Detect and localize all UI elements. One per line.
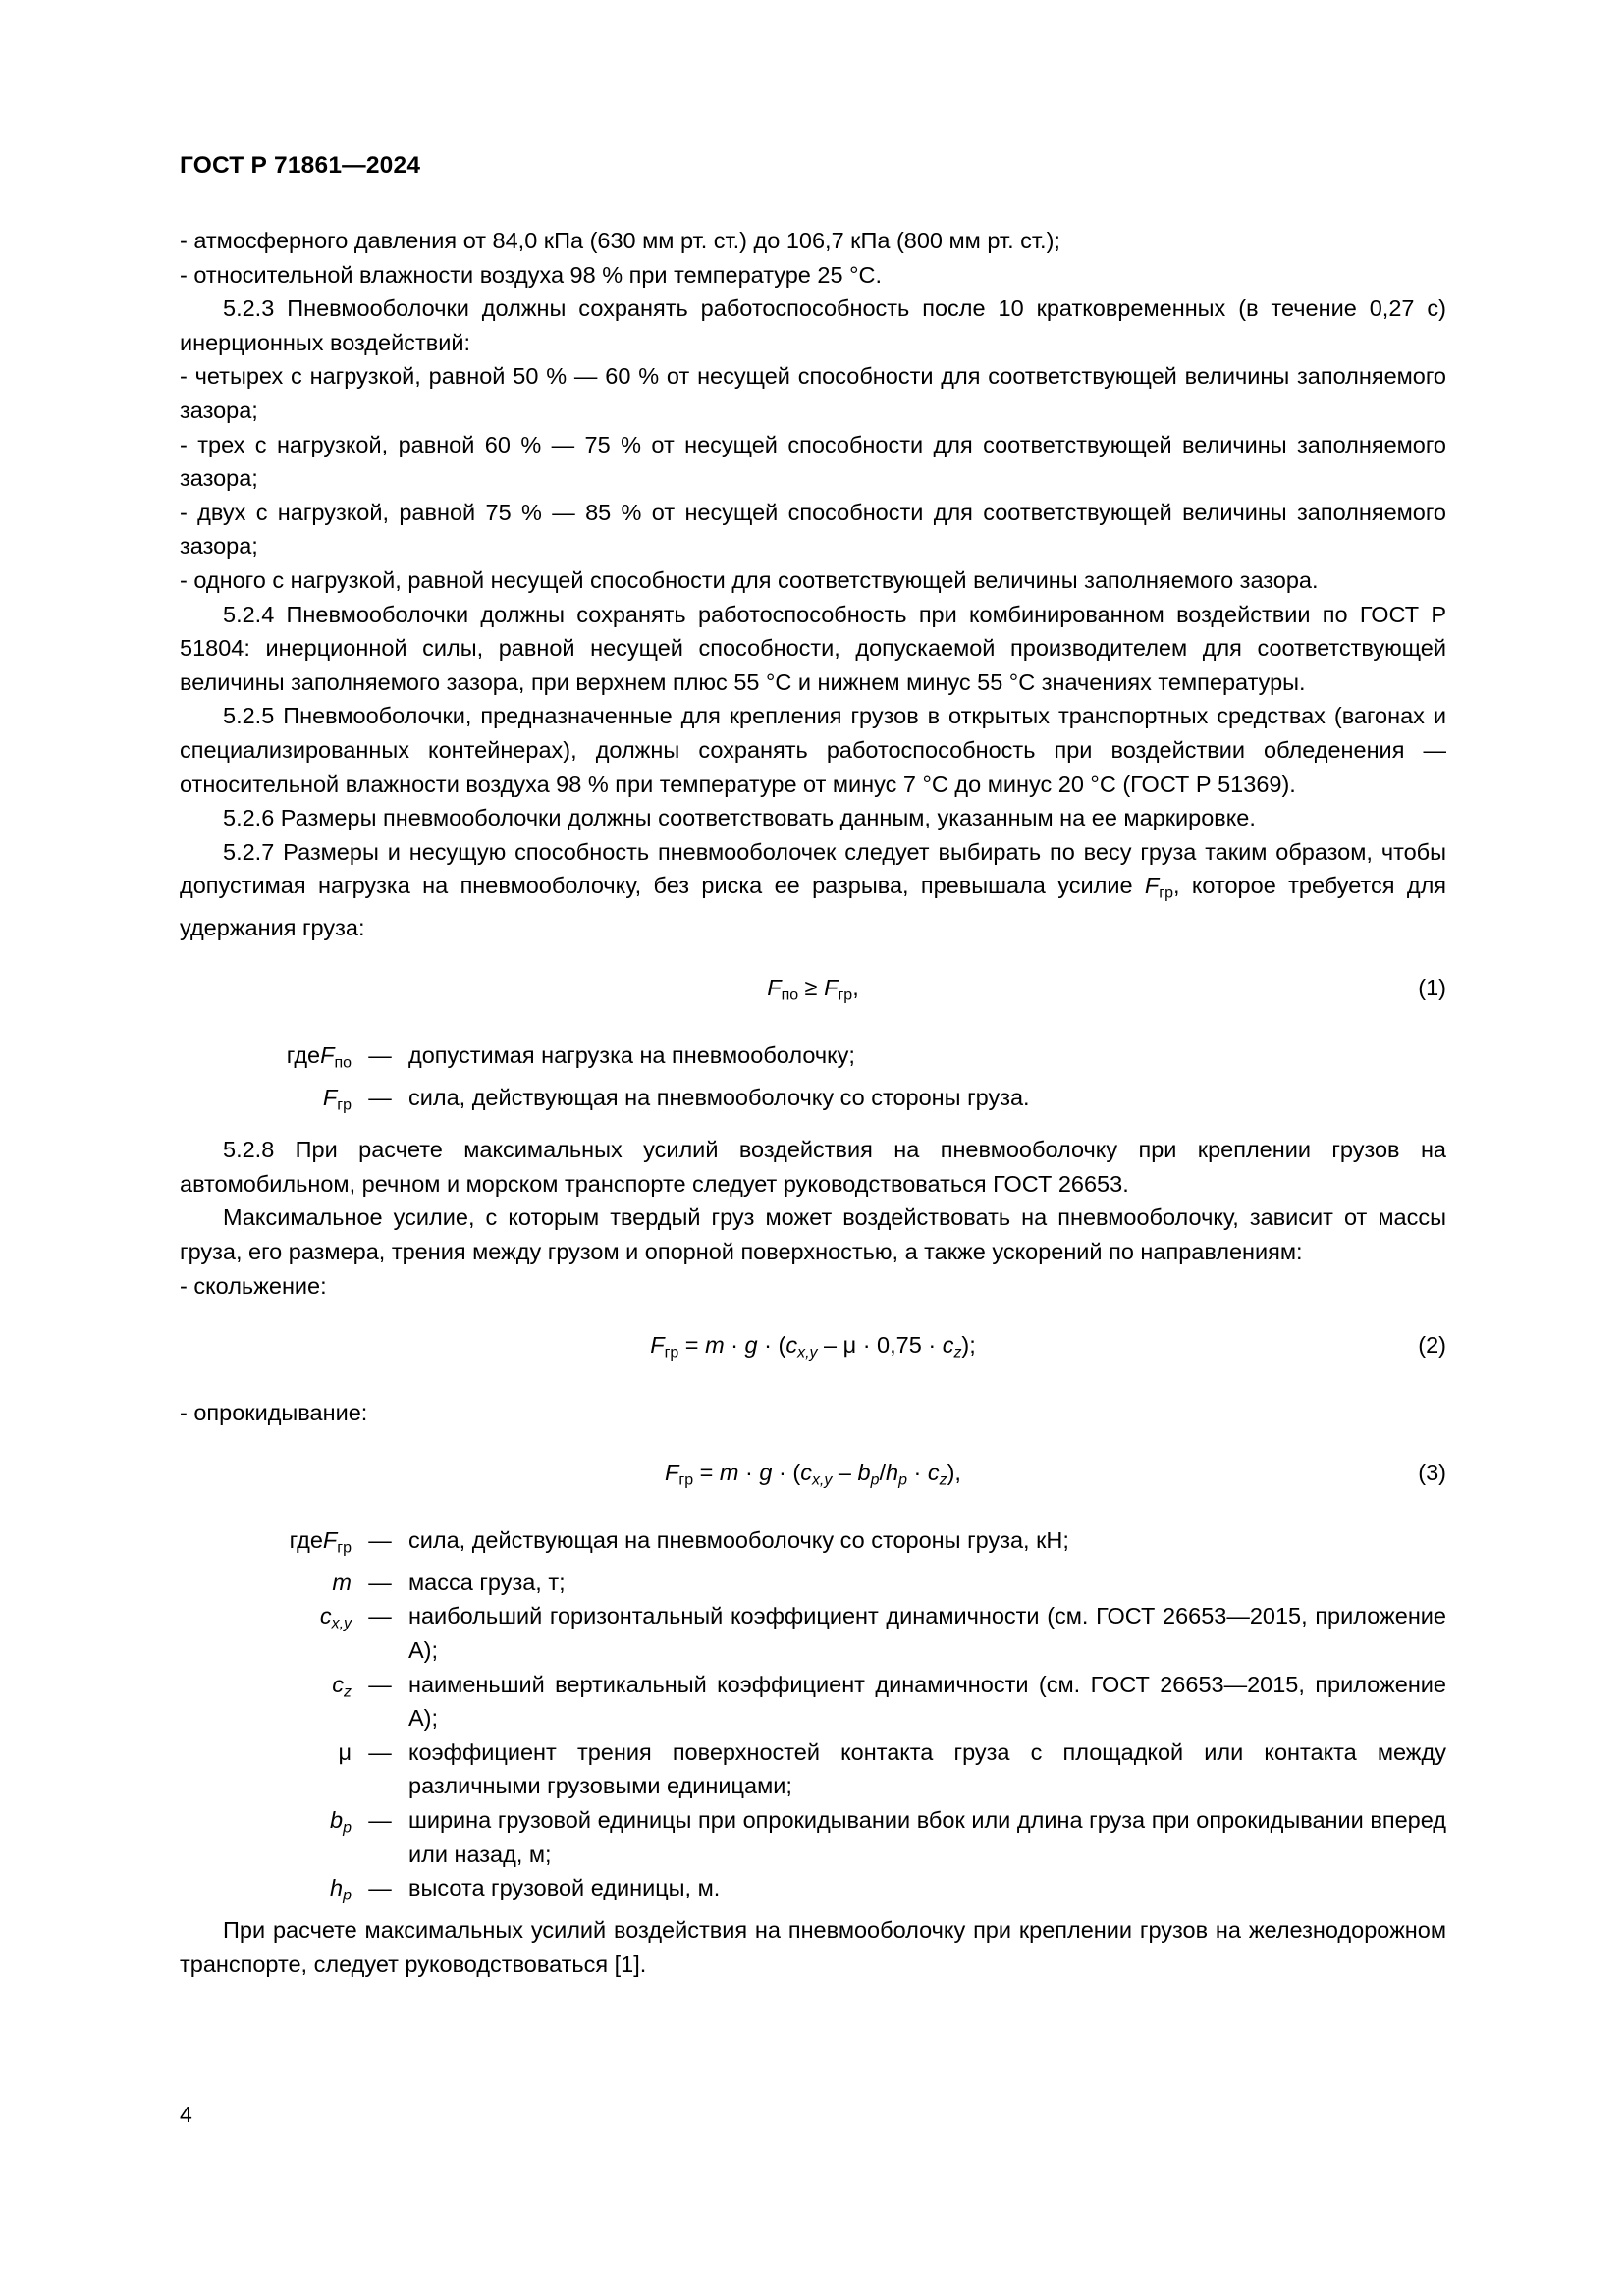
- formula-2-number: (2): [1418, 1332, 1446, 1359]
- definition-row: [180, 1668, 1446, 1735]
- definition-list-1: [180, 1039, 1446, 1123]
- definition-dash: —: [368, 1807, 392, 1834]
- formula-2-expression: $F_{гр} = m \cdot g \cdot (c_{x,y} - \mu \cdot 0,75 \cdot c_z)$;: [650, 1332, 976, 1362]
- paragraph-two-loads: - двух с нагрузкой, равной 75 % — 85 % от несущей способности для соответствующей величины заполняемого зазора;: [180, 499, 1446, 560]
- definition-dash: —: [368, 1875, 392, 1901]
- paragraph-5-2-7-text-b: , которое требуется для удержания груза:: [180, 873, 1447, 941]
- page-header: ГОСТ Р 71861—2024: [180, 152, 421, 179]
- paragraph-5-2-3: 5.2.3 Пневмооболочки должны сохранять работоспособность после 10 кратковременных (в течение 0,27 с) инерционных воздействий:: [180, 295, 1446, 355]
- page-number: 4: [180, 2102, 192, 2127]
- formula-2: [180, 1328, 1446, 1370]
- definition-term: $b_p$: [330, 1807, 352, 1837]
- paragraph-three-loads: - трех с нагрузкой, равной 60 % — 75 % от несущей способности для соответствующей величины заполняемого зазора;: [180, 431, 1446, 492]
- definition-term: гдеF$_{по}$: [180, 1039, 352, 1081]
- paragraph-5-2-4: 5.2.4 Пневмооболочки должны сохранять работоспособность при комбинированном воздействии по ГОСТ Р 51804: инерционной силы, равной несущей способности, допускаемой производителем для соответствующей величины заполняемого зазора, при верхнем плюс 55 °С и нижнем минус 55 °С значениях температуры.: [180, 601, 1446, 695]
- definition-text: ширина грузовой единицы при опрокидывании вбок или длина груза при опрокидывании вперед или назад, м;: [408, 1807, 1446, 1867]
- paragraph-one-load: - одного с нагрузкой, равной несущей способности для соответствующей величины заполняемого зазора.: [180, 566, 1319, 593]
- paragraph-humidity: - относительной влажности воздуха 98 % при температуре 25 °С.: [180, 261, 882, 288]
- definition-row: [180, 1566, 1446, 1600]
- paragraph-tipping: - опрокидывание:: [180, 1400, 368, 1426]
- symbol-f-gr-inline: $F_{гр}$: [1144, 873, 1173, 902]
- formula-3-number: (3): [1418, 1459, 1446, 1485]
- definition-text: наименьший вертикальный коэффициент динамичности (см. ГОСТ 26653—2015, приложение А);: [408, 1671, 1446, 1732]
- definition-row: [180, 1803, 1446, 1871]
- definition-gde-label-2: где: [289, 1526, 323, 1553]
- formula-1-expression: $F_{по} \ge F_{гр}$,: [767, 974, 859, 1004]
- definition-text: сила, действующая на пневмооболочку со стороны груза.: [408, 1085, 1030, 1111]
- definition-term: $c_{x,y}$: [319, 1603, 352, 1632]
- definition-text: сила, действующая на пневмооболочку со стороны груза, кН;: [408, 1526, 1069, 1553]
- definition-text: масса груза, т;: [408, 1569, 566, 1595]
- definition-gde-label: где: [286, 1042, 321, 1068]
- paragraph-5-2-6: 5.2.6 Размеры пневмооболочки должны соответствовать данным, указанным на ее маркировке.: [223, 805, 1256, 831]
- paragraph-max-force: Максимальное усилие, с которым твердый груз может воздействовать на пневмооболочку, зависит от массы груза, его размера, трения между грузом и опорной поверхностью, а также ускорений по направлениям:: [180, 1204, 1446, 1264]
- definition-dash: —: [368, 1671, 392, 1697]
- paragraph-sliding: - скольжение:: [180, 1272, 327, 1299]
- paragraph-atmospheric-pressure: - атмосферного давления от 84,0 кПа (630 мм рт. ст.) до 106,7 кПа (800 мм рт. ст.);: [180, 228, 1060, 253]
- definition-row: [180, 1039, 1446, 1081]
- paragraph-5-2-8: 5.2.8 При расчете максимальных усилий воздействия на пневмооболочку при креплении грузов на автомобильном, речном и морском транспорте следует руководствоваться ГОСТ 26653.: [180, 1137, 1446, 1197]
- definition-dash: —: [368, 1042, 392, 1068]
- definition-text: допустимая нагрузка на пневмооболочку;: [408, 1042, 855, 1068]
- formula-1: [180, 971, 1446, 1013]
- definition-dash: —: [368, 1526, 392, 1553]
- definition-dash: —: [368, 1603, 392, 1629]
- paragraph-5-2-7: [180, 835, 1446, 945]
- formula-3: [180, 1456, 1446, 1498]
- definition-term: μ: [338, 1738, 352, 1765]
- definition-dash: —: [368, 1569, 392, 1595]
- definition-term: m: [332, 1569, 352, 1595]
- paragraph-5-2-5: 5.2.5 Пневмооболочки, предназначенные для крепления грузов в открытых транспортных средствах (вагонах и специализированных контейнерах), должны сохранять работоспособность при воздействии обледенения — относительной влажности воздуха 98 % при температуре от минус 7 °С до минус 20 °С (ГОСТ Р 51369).: [180, 703, 1446, 797]
- definition-dash: —: [368, 1085, 392, 1111]
- definition-dash: —: [368, 1738, 392, 1765]
- document-body: [180, 224, 1446, 1981]
- definition-list-2: [180, 1523, 1446, 1913]
- formula-1-number: (1): [1418, 974, 1446, 1000]
- paragraph-5-2-7-text-a: 5.2.7 Размеры и несущую способность пневмооболочек следует выбирать по весу груза таким образом, чтобы допустимая нагрузка на пневмооболочку, без риска ее разрыва, превышала усилие: [180, 838, 1446, 899]
- definition-text: коэффициент трения поверхностей контакта груза с площадкой или контакта между различными грузовыми единицами;: [408, 1738, 1446, 1799]
- definition-row: [180, 1523, 1446, 1566]
- definition-row: [180, 1599, 1446, 1667]
- paragraph-four-loads: - четырех с нагрузкой, равной 50 % — 60 % от несущей способности для соответствующей величины заполняемого зазора;: [180, 363, 1446, 423]
- paragraph-railway: При расчете максимальных усилий воздействия на пневмооболочку при креплении грузов на железнодорожном транспорте, следует руководствоваться [1].: [180, 1917, 1446, 1977]
- formula-3-expression: $F_{гр} = m \cdot g \cdot (c_{x,y} - b_p/h_p \cdot c_z)$,: [665, 1459, 961, 1489]
- definition-text: наибольший горизонтальный коэффициент динамичности (см. ГОСТ 26653—2015, приложение А);: [408, 1603, 1446, 1664]
- definition-text: высота грузовой единицы, м.: [408, 1875, 721, 1901]
- definition-term: $h_p$: [330, 1875, 352, 1904]
- definition-term: гдеF$_{гр}$: [180, 1523, 352, 1566]
- definition-row: [180, 1081, 1446, 1123]
- definition-term: $F_{гр}$: [322, 1085, 352, 1114]
- definition-row: [180, 1735, 1446, 1803]
- definition-term: $c_z$: [332, 1671, 352, 1701]
- definition-row: [180, 1871, 1446, 1913]
